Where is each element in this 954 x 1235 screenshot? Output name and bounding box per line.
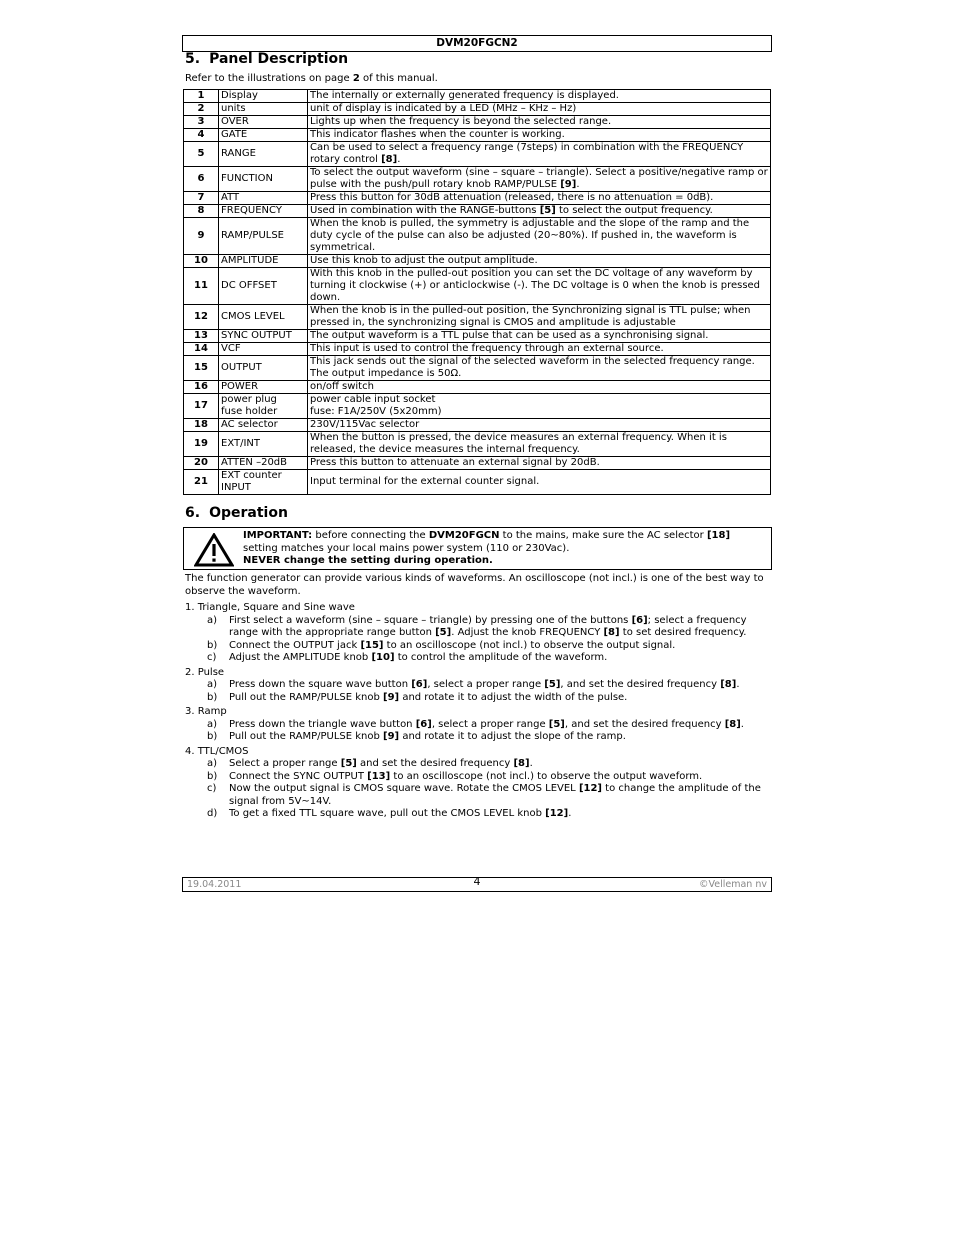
item-letter: c) [207,783,217,794]
control-description: Lights up when the frequency is beyond the selected range. [308,116,771,129]
control-name: OVER [219,116,308,129]
table-row [184,394,771,419]
item-text: Select a proper range [5] and set the desired frequency [8]. [229,758,533,769]
item-letter: b) [207,731,218,742]
table-row [184,192,771,205]
control-name: DC OFFSET [219,268,308,305]
item-letter: d) [207,808,218,819]
table-row [184,268,771,305]
table-row [184,218,771,255]
item-letter: b) [207,639,218,651]
table-row [184,90,771,103]
section-5-intro: Refer to the illustrations on page 2 of this manual. [185,73,438,84]
control-description: Press this button to attenuate an external signal by 20dB. [308,457,771,470]
control-name: power plug fuse holder [219,394,308,419]
section-title: Operation [209,505,288,521]
table-row [184,305,771,330]
section-5-heading [185,51,348,67]
control-description: 230V/115Vac selector [308,419,771,432]
table-row [184,343,771,356]
item-text: First select a waveform (sine – square – triangle) by pressing one of the buttons [6]; select a frequency range with the appropriate range button [5]. Adjust the knob FREQUENCY [8] to set desired frequency. [229,614,747,638]
control-name: GATE [219,129,308,142]
warning-box [183,527,772,570]
table-row [184,142,771,167]
item-text: Press down the triangle wave button [6], select a proper range [5], and set the desired frequency [8]. [229,718,744,730]
table-row [184,255,771,268]
row-number: 12 [184,305,219,330]
control-description: Can be used to select a frequency range (7steps) in combination with the FREQUENCY rotary control [8]. [308,142,771,167]
model-name: DVM20FGCN2 [436,37,518,49]
list-item [207,652,767,665]
table-row [184,330,771,343]
table-row [184,470,771,495]
control-name: units [219,103,308,116]
table-row [184,432,771,457]
row-number: 10 [184,255,219,268]
row-number: 17 [184,394,219,419]
item-text: Adjust the AMPLITUDE knob [10] to control the amplitude of the waveform. [229,652,608,663]
row-number: 11 [184,268,219,305]
control-description: With this knob in the pulled-out position you can set the DC voltage of any waveform by turning it clockwise (+) or anticlockwise (-). The DC voltage is 0 when the knob is pressed down. [308,268,771,305]
control-description: When the knob is in the pulled-out position, the Synchronizing signal is TTL pulse; when pressed in, the synchronizing signal is CMOS and amplitude is adjustable [308,305,771,330]
operation-section-title: 4. TTL/CMOS [185,745,249,757]
row-number: 7 [184,192,219,205]
item-letter: a) [207,758,218,769]
list-item [207,758,767,771]
control-name: OUTPUT [219,356,308,381]
control-name: VCF [219,343,308,356]
control-description: unit of display is indicated by a LED (MHz – KHz – Hz) [308,103,771,116]
control-name: SYNC OUTPUT [219,330,308,343]
warning-text: IMPORTANT: before connecting the DVM20FGCN to the mains, make sure the AC selector [18] setting matches your local mains power system (110 or 230Vac). NEVER change the setting during operation. [243,530,731,566]
item-letter: a) [207,718,218,730]
operation-section-title: 2. Pulse [185,666,225,678]
control-description: This indicator flashes when the counter is working. [308,129,771,142]
control-name: POWER [219,381,308,394]
row-number: 20 [184,457,219,470]
control-description: This jack sends out the signal of the selected waveform in the selected frequency range. The output impedance is 50Ω. [308,356,771,381]
table-row [184,457,771,470]
table-row [184,129,771,142]
section-number: 5. [185,51,201,67]
item-text: Connect the OUTPUT jack [15] to an oscilloscope (not incl.) to observe the output signal. [229,639,676,651]
row-number: 4 [184,129,219,142]
section-6-heading [185,505,288,521]
control-name: EXT/INT [219,432,308,457]
control-description: This input is used to control the frequency through an external source. [308,343,771,356]
control-name: ATTEN –20dB [219,457,308,470]
row-number: 9 [184,218,219,255]
control-description: Used in combination with the RANGE-buttons [5] to select the output frequency. [308,205,771,218]
control-name: AC selector [219,419,308,432]
operation-intro: The function generator can provide various kinds of waveforms. An oscilloscope (not incl.) is one of the best way to observe the waveform. [185,573,764,597]
control-name: FUNCTION [219,167,308,192]
control-name: RANGE [219,142,308,167]
operation-section-title: 3. Ramp [185,706,227,717]
row-number: 2 [184,103,219,116]
item-letter: c) [207,652,217,663]
control-description: The output waveform is a TTL pulse that can be used as a synchronising signal. [308,330,771,343]
list-item [207,783,767,808]
row-number: 19 [184,432,219,457]
control-description: To select the output waveform (sine – square – triangle). Select a positive/negative ramp or pulse with the push/pull rotary knob RAMP/PULSE [9]. [308,167,771,192]
item-text: To get a fixed TTL square wave, pull out the CMOS LEVEL knob [12]. [229,808,572,819]
item-text: Connect the SYNC OUTPUT [13] to an oscilloscope (not incl.) to observe the output waveform. [229,770,703,782]
control-name: CMOS LEVEL [219,305,308,330]
list-item [207,679,767,692]
table-row [184,205,771,218]
table-row [184,103,771,116]
list-item [207,731,767,744]
control-description: The internally or externally generated frequency is displayed. [308,90,771,103]
list-item [207,808,767,821]
item-text: Pull out the RAMP/PULSE knob [9] and rotate it to adjust the slope of the ramp. [229,731,626,742]
row-number: 18 [184,419,219,432]
operation-steps [185,600,767,821]
item-text: Now the output signal is CMOS square wave. Rotate the CMOS LEVEL [12] to change the amplitude of the signal from 5V~14V. [229,783,761,807]
table-row [184,381,771,394]
table-row [184,419,771,432]
row-number: 3 [184,116,219,129]
row-number: 14 [184,343,219,356]
list-item [207,771,767,784]
list-item [207,615,767,640]
item-letter: a) [207,614,218,626]
table-row [184,116,771,129]
footer-copyright: ©Velleman nv [699,879,767,890]
document-header [182,35,772,52]
item-text: Pull out the RAMP/PULSE knob [9] and rotate it to adjust the width of the pulse. [229,691,628,703]
control-name: Display [219,90,308,103]
control-description: When the button is pressed, the device measures an external frequency. When it is released, the device measures the internal frequency. [308,432,771,457]
item-letter: a) [207,679,218,690]
control-name: EXT counter INPUT [219,470,308,495]
row-number: 6 [184,167,219,192]
list-item [207,692,767,705]
list-item [207,640,767,653]
control-name: AMPLITUDE [219,255,308,268]
control-description: power cable input socket fuse: F1A/250V (5x20mm) [308,394,771,419]
item-letter: b) [207,770,218,782]
page-footer [182,877,772,892]
table-row [184,167,771,192]
section-title: Panel Description [209,51,349,67]
item-text: Press down the square wave button [6], select a proper range [5], and set the desired frequency [8]. [229,679,740,690]
list-item [207,719,767,732]
control-name: RAMP/PULSE [219,218,308,255]
footer-date: 19.04.2011 [187,879,242,890]
operation-section-title: 1. Triangle, Square and Sine wave [185,602,355,613]
row-number: 15 [184,356,219,381]
row-number: 21 [184,470,219,495]
row-number: 5 [184,142,219,167]
page-number: 4 [473,875,481,888]
section-number: 6. [185,505,201,521]
control-description: When the knob is pulled, the symmetry is adjustable and the slope of the ramp and the duty cycle of the pulse can also be adjusted (20~80%). If pushed in, the waveform is symmetrical. [308,218,771,255]
control-description: Input terminal for the external counter signal. [308,470,771,495]
row-number: 16 [184,381,219,394]
item-letter: b) [207,691,218,703]
control-description: on/off switch [308,381,771,394]
row-number: 8 [184,205,219,218]
warning-never-text: NEVER change the setting during operation. [243,555,493,566]
control-description: Press this button for 30dB attenuation (released, there is no attenuation = 0dB). [308,192,771,205]
control-description: Use this knob to adjust the output amplitude. [308,255,771,268]
control-name: ATT [219,192,308,205]
warning-triangle-icon [194,533,234,567]
panel-description-table [183,89,771,495]
control-name: FREQUENCY [219,205,308,218]
row-number: 1 [184,90,219,103]
row-number: 13 [184,330,219,343]
table-row [184,356,771,381]
